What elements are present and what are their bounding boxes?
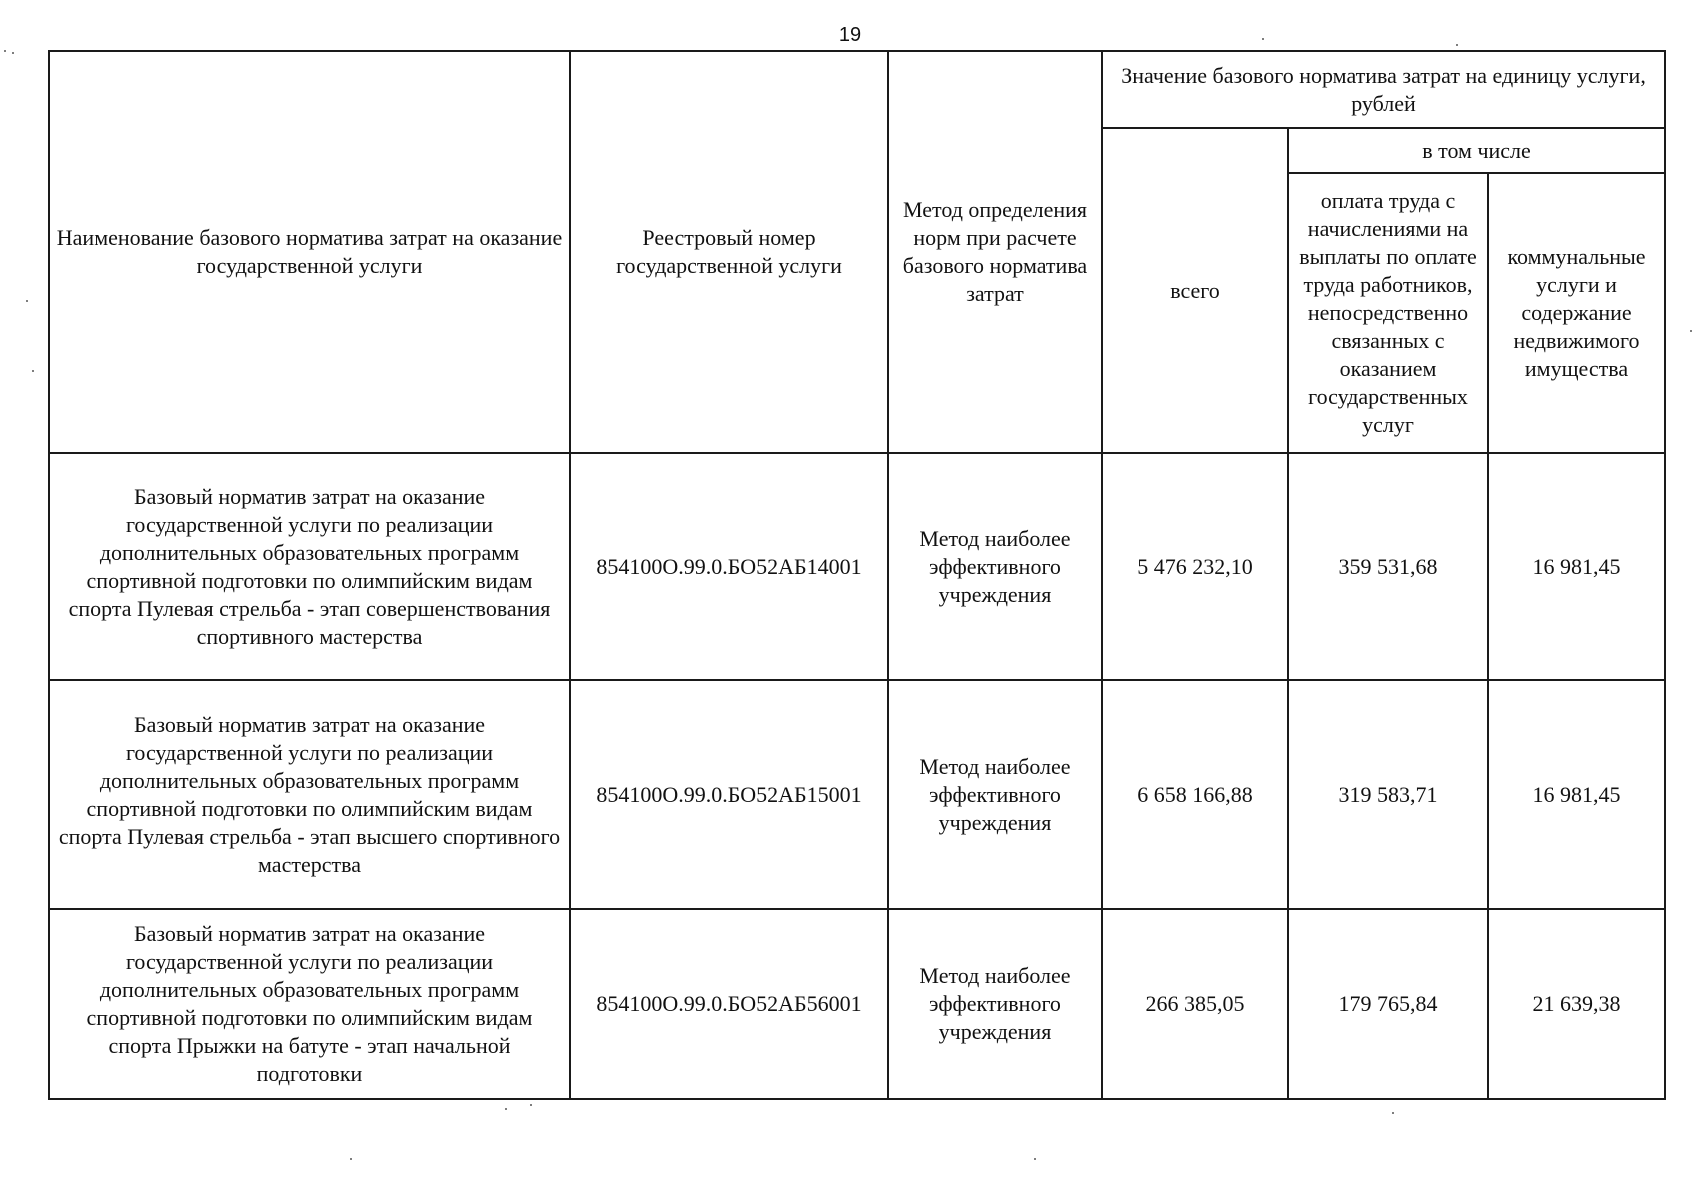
row-utilities-cell: 16 981,45 [1488,680,1665,909]
row-labor-cell: 179 765,84 [1288,909,1488,1099]
scan-speck [12,52,14,54]
header-including: в том числе [1288,128,1665,173]
row-total-cell: 266 385,05 [1102,909,1288,1099]
header-utilities: коммунальные услуги и содержание недвижимого имущества [1488,173,1665,453]
header-row [49,51,1665,128]
table-row [49,453,1665,680]
row-labor-cell: 359 531,68 [1288,453,1488,680]
row-method-cell: Метод наиболее эффективного учреждения [888,453,1102,680]
row-labor-cell: 319 583,71 [1288,680,1488,909]
scan-speck [26,300,28,302]
row-method-cell: Метод наиболее эффективного учреждения [888,909,1102,1099]
header-method: Метод определения норм при расчете базового норматива затрат [888,51,1102,453]
scan-speck [505,1108,507,1110]
row-registry-number-cell: 854100О.99.0.БО52АБ15001 [570,680,888,909]
table-row [49,909,1665,1099]
row-name-cell: Базовый норматив затрат на оказание государственной услуги по реализации дополнительных образовательных программ спортивной подготовки по олимпийским видам спорта Пулевая стрельба - этап высшего спортивного мастерства [49,680,570,909]
scan-speck [32,370,34,372]
row-registry-number-cell: 854100О.99.0.БО52АБ56001 [570,909,888,1099]
row-method-cell: Метод наиболее эффективного учреждения [888,680,1102,909]
cost-standards-table [48,50,1666,1100]
row-name-cell: Базовый норматив затрат на оказание государственной услуги по реализации дополнительных образовательных программ спортивной подготовки по олимпийским видам спорта Прыжки на батуте - этап начальной подготовки [49,909,570,1099]
page-number: 19 [838,24,862,46]
scan-speck [1262,38,1264,40]
row-utilities-cell: 21 639,38 [1488,909,1665,1099]
row-name-cell: Базовый норматив затрат на оказание государственной услуги по реализации дополнительных образовательных программ спортивной подготовки по олимпийским видам спорта Пулевая стрельба - этап совершенствования спортивного мастерства [49,453,570,680]
table-row [49,680,1665,909]
scan-speck [1392,1112,1394,1114]
header-total: всего [1102,128,1288,453]
row-utilities-cell: 16 981,45 [1488,453,1665,680]
scan-speck [1456,44,1458,46]
row-registry-number-cell: 854100О.99.0.БО52АБ14001 [570,453,888,680]
header-value-group: Значение базового норматива затрат на единицу услуги, рублей [1102,51,1665,128]
header-name: Наименование базового норматива затрат на оказание государственной услуги [49,51,570,453]
header-labor-costs: оплата труда с начислениями на выплаты по оплате труда работников, непосредственно связанных с оказанием государственных услуг [1288,173,1488,453]
scan-speck [1690,330,1692,332]
header-registry-number: Реестровый номер государственной услуги [570,51,888,453]
scan-speck [350,1158,352,1160]
row-total-cell: 5 476 232,10 [1102,453,1288,680]
row-total-cell: 6 658 166,88 [1102,680,1288,909]
scan-speck [530,1104,532,1106]
scan-speck [4,50,6,52]
scan-speck [1034,1158,1036,1160]
